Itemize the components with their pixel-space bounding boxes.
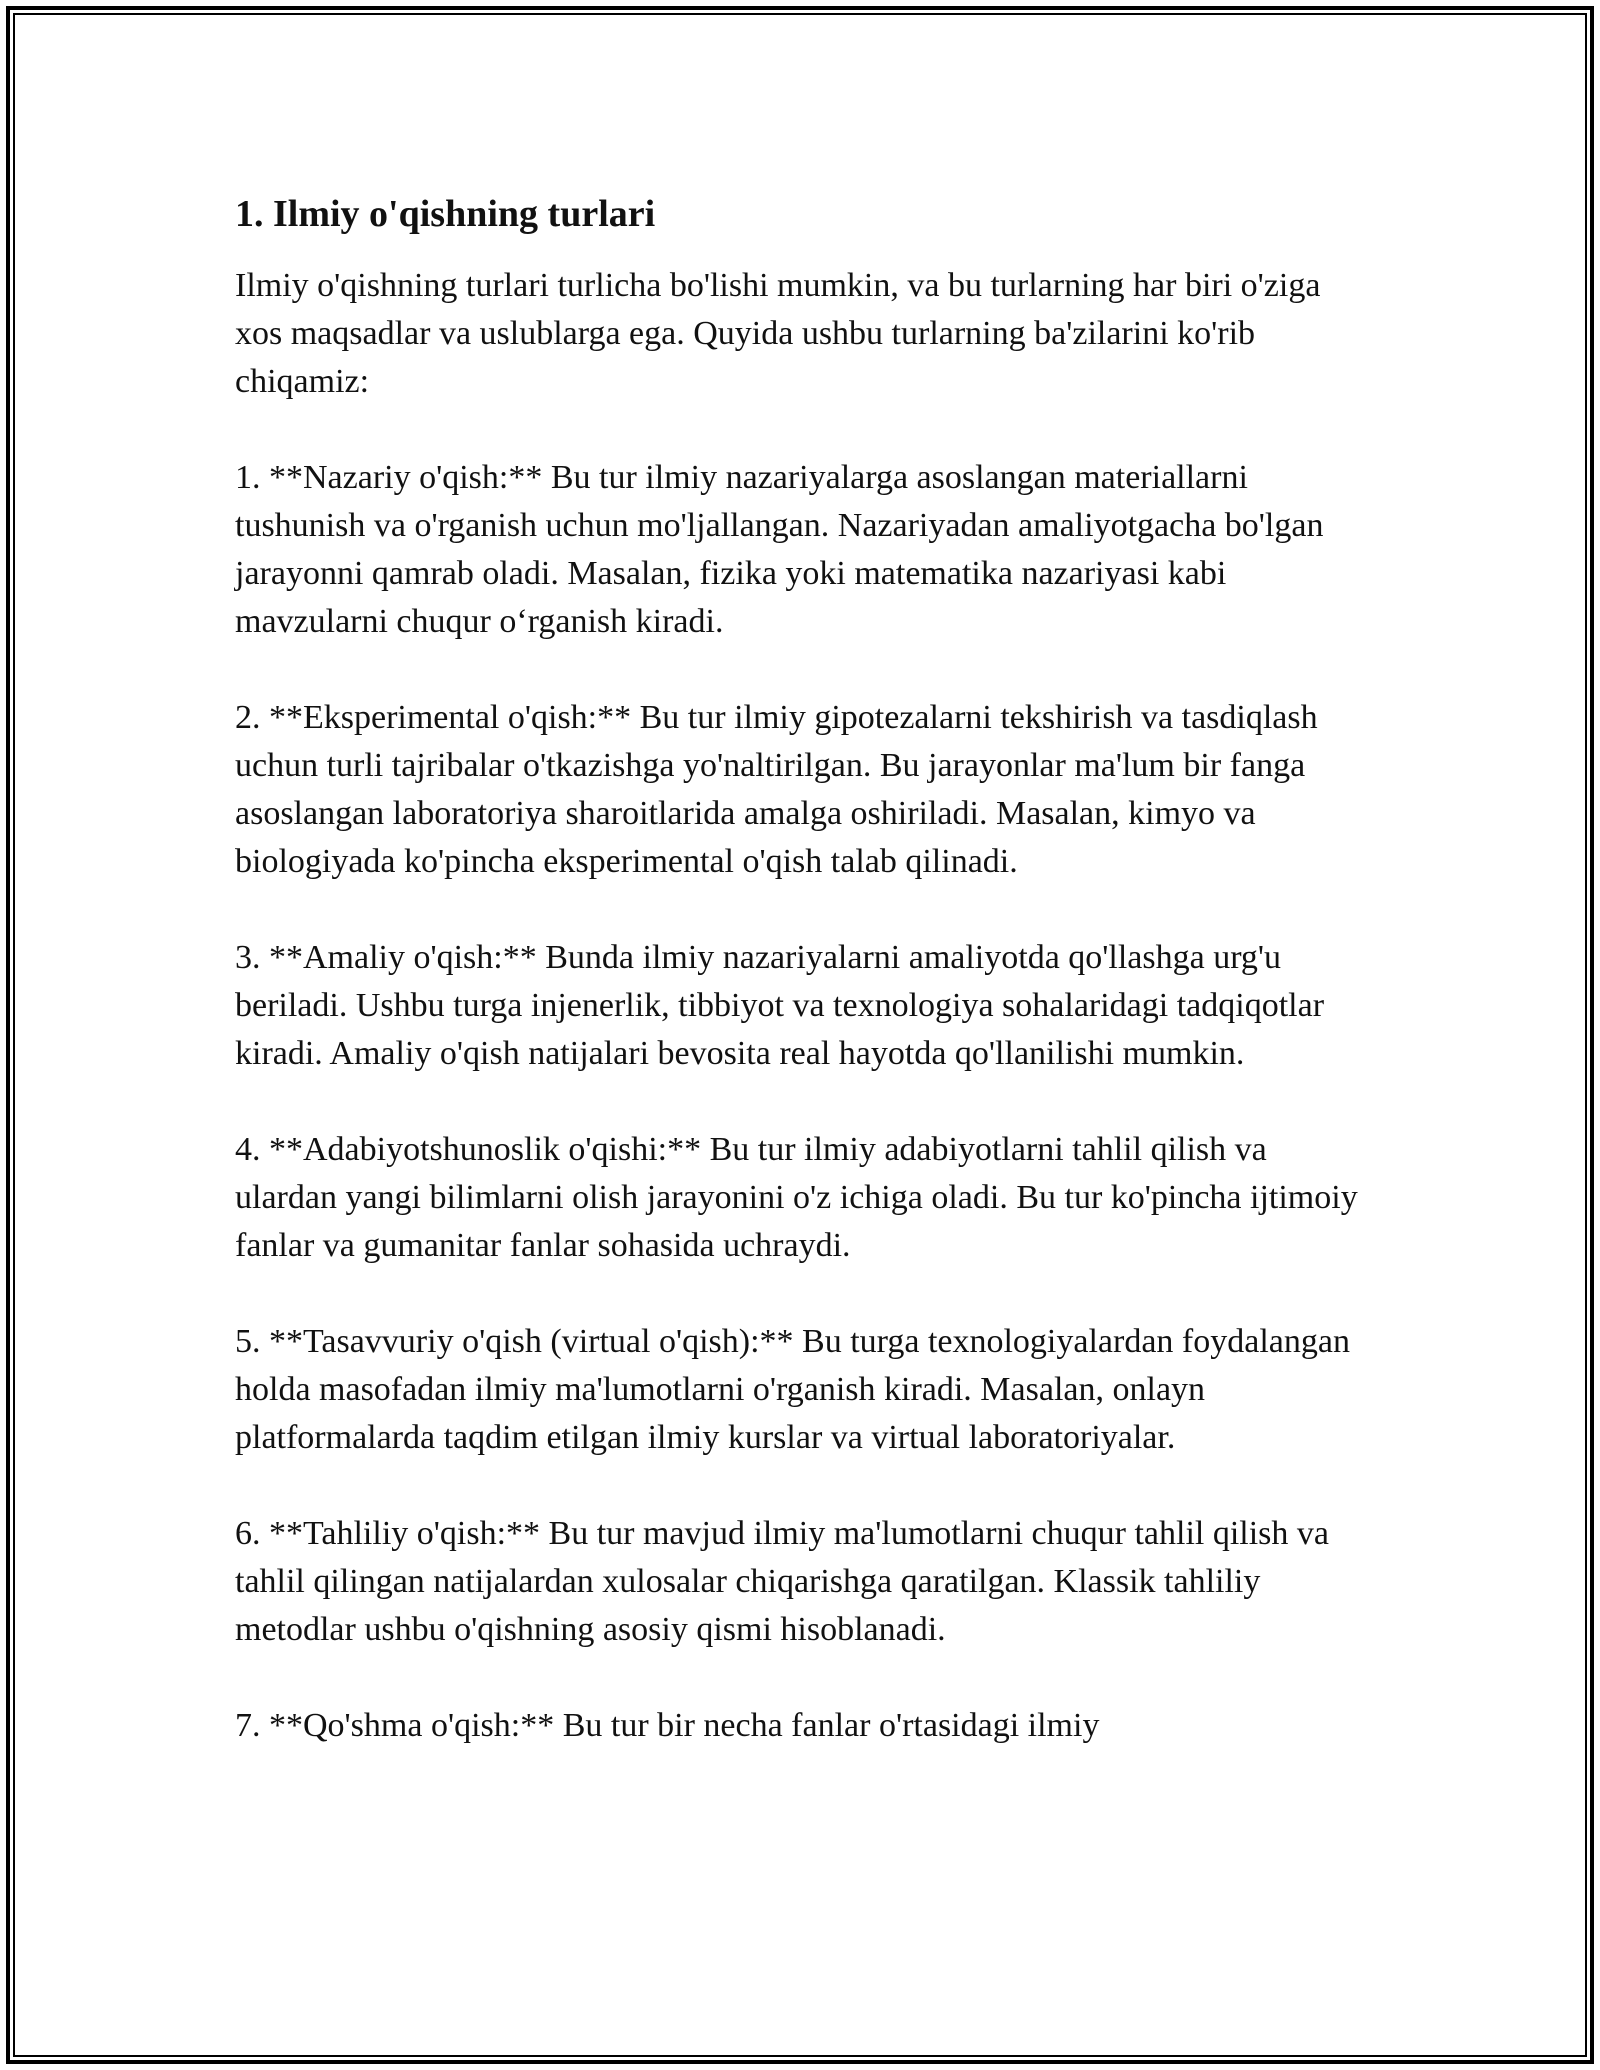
- list-item-amaliy: 3. **Amaliy o'qish:** Bunda ilmiy nazariyalarni amaliyotda qo'llashga urg'u beriladi. Ushbu turga injenerlik, tibbiyot va texnologiya sohalaridagi tadqiqotlar kiradi. Amaliy o'qish natijalari bevosita real hayotda qo'llanilishi mumkin.: [235, 939, 1325, 1072]
- section-heading: 1. Ilmiy o'qishning turlari: [235, 193, 656, 235]
- list-item-nazariy: 1. **Nazariy o'qish:** Bu tur ilmiy nazariyalarga asoslangan materiallarni tushunish va o'rganish uchun mo'ljallangan. Nazariyadan amaliyotgacha bo'lgan jarayonni qamrab oladi. Masalan, fizika yoki matematika nazariyasi kabi mavzularni chuqur o‘rganish kiradi.: [235, 459, 1324, 640]
- list-item-adabiyotshunoslik: 4. **Adabiyotshunoslik o'qishi:** Bu tur ilmiy adabiyotlarni tahlil qilish va ulardan yangi bilimlarni olish jarayonini o'z ichiga oladi. Bu tur ko'pincha ijtimoiy fanlar va gumanitar fanlar sohasida uchraydi.: [235, 1131, 1358, 1264]
- list-item-tahliliy: 6. **Tahliliy o'qish:** Bu tur mavjud ilmiy ma'lumotlarni chuqur tahlil qilish va tahlil qilingan natijalardan xulosalar chiqarishga qaratilgan. Klassik tahliliy metodlar ushbu o'qishning asosiy qismi hisoblanadi.: [235, 1515, 1329, 1648]
- list-item-qoshma: 7. **Qo'shma o'qish:** Bu tur bir necha fanlar o'rtasidagi ilmiy: [235, 1707, 1100, 1744]
- document-body: [235, 186, 1375, 1750]
- intro-paragraph: Ilmiy o'qishning turlari turlicha bo'lishi mumkin, va bu turlarning har biri o'ziga xos maqsadlar va uslublarga ega. Quyida ushbu turlarning ba'zilarini ko'rib chiqamiz:: [235, 267, 1321, 400]
- list-item-tasavvuriy: 5. **Tasavvuriy o'qish (virtual o'qish):** Bu turga texnologiyalardan foydalangan holda masofadan ilmiy ma'lumotlarni o'rganish kiradi. Masalan, onlayn platformalarda taqdim etilgan ilmiy kurslar va virtual laboratoriyalar.: [235, 1323, 1350, 1456]
- list-item-eksperimental: 2. **Eksperimental o'qish:** Bu tur ilmiy gipotezalarni tekshirish va tasdiqlash uchun turli tajribalar o'tkazishga yo'naltirilgan. Bu jarayonlar ma'lum bir fanga asoslangan laboratoriya sharoitlarida amalga oshiriladi. Masalan, kimyo va biologiyada ko'pincha eksperimental o'qish talab qilinadi.: [235, 699, 1318, 880]
